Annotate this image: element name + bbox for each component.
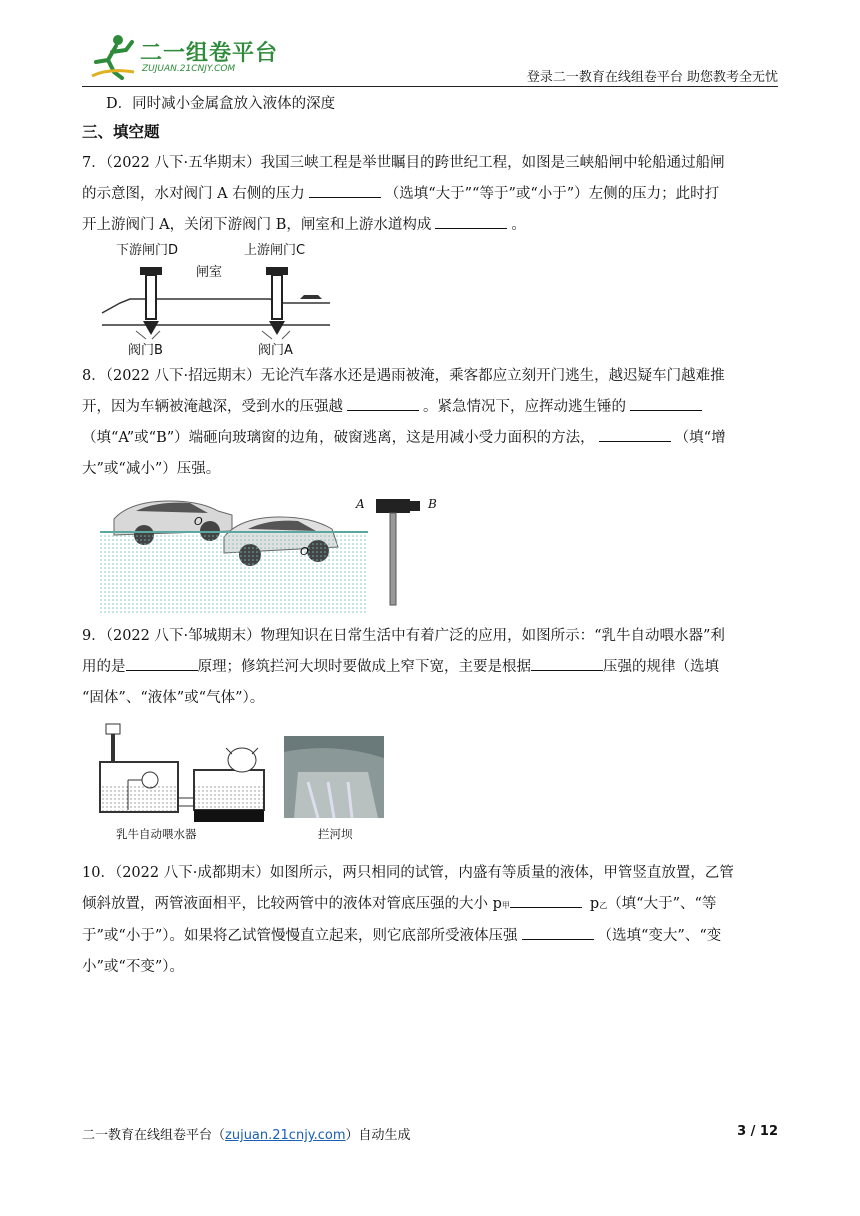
answer-blank[interactable] [347, 396, 419, 411]
label-chamber: 闸室 [196, 265, 223, 280]
answer-blank[interactable] [435, 214, 507, 229]
label-end-a: A [356, 497, 365, 511]
q8-line4: 大”或“减小”）压强。 [82, 461, 221, 477]
footer-text: 二一教育在线组卷平台（ [82, 1128, 226, 1143]
footer-link[interactable]: zujuan.21cnjy.com [225, 1128, 346, 1143]
q7-line1: 7．（2022 八下·五华期末）我国三峡工程是举世瞩目的跨世纪工程，如图是三峡船闸中轮船通过船闸 [82, 155, 725, 171]
q8-line1: 8．（2022 八下·招远期末）无论汽车落水还是遇雨被淹，乘客都应立刻开门逃生，越迟疑车门越难推 [82, 368, 725, 384]
q8-text: 开，因为车辆被淹越深，受到水的压强越 [82, 399, 343, 415]
car-hammer-figure [82, 491, 778, 619]
page-number: 3 / 12 [737, 1124, 778, 1139]
q8-line3 [82, 423, 778, 454]
q9-line3: “固体”、“液体”或“气体”）。 [82, 690, 265, 706]
header-tagline: 登录二一教育在线组卷平台 助您教考全无忧 [526, 70, 778, 85]
label-o1: O [194, 515, 203, 528]
q7-text: 。 [511, 217, 526, 233]
q10-line3 [82, 921, 778, 952]
prev-option-d: D．同时减小金属盒放入液体的深度 [106, 96, 336, 112]
logo-text: 二一组卷平台 [140, 41, 279, 66]
caption-dam: 拦河坝 [318, 827, 353, 841]
caption-cow-waterer: 乳牛自动喂水器 [116, 827, 197, 841]
answer-blank[interactable] [531, 656, 603, 671]
label-valve-a: 阀门A [258, 343, 293, 358]
q10-text: （选填“变大”、“变 [597, 928, 722, 944]
answer-blank[interactable] [599, 427, 671, 442]
q9-line1: 9．（2022 八下·邹城期末）物理知识在日常生活中有着广泛的应用，如图所示：“乳牛自动喂水器”利 [82, 628, 725, 644]
q7-line2 [82, 179, 778, 210]
q9-text: 压强的规律（选填 [603, 659, 719, 675]
q8-line2 [82, 392, 778, 423]
answer-blank[interactable] [126, 656, 198, 671]
q10-line1: 10．（2022 八下·成都期末）如图所示，两只相同的试管，内盛有等质量的液体，甲管竖直放置，乙管 [82, 865, 734, 881]
q10-line4: 小”或“不变”）。 [82, 959, 184, 975]
answer-blank[interactable] [522, 925, 594, 940]
section-title: 三、填空题 [82, 123, 160, 141]
cow-waterer-and-dam-picture [98, 722, 388, 822]
question-8 [82, 361, 778, 619]
submerged-cars-picture [100, 491, 460, 615]
q7-text: 的示意图，水对阀门 A 右侧的压力 [82, 186, 305, 202]
q9-line2 [82, 652, 778, 683]
q10-text: 于”或“小于”）。如果将乙试管慢慢直立起来，则它底部所受液体压强 [82, 928, 518, 944]
q9-text: 原理；修筑拦河大坝时要做成上窄下宽，主要是根据 [197, 659, 531, 675]
subscript: 甲 [501, 901, 510, 910]
label-valve-b: 阀门B [128, 343, 163, 358]
page-footer [82, 1124, 778, 1143]
q9-text: 用的是 [82, 659, 126, 675]
q7-text: （选填“大于”“等于”或“小于”）左侧的压力；此时打 [384, 186, 720, 202]
answer-blank[interactable] [510, 893, 582, 908]
runner-logo-icon [88, 32, 138, 80]
answer-blank[interactable] [630, 396, 702, 411]
label-end-b: B [428, 497, 437, 511]
logo-subtext: ZUJUAN.21CNJY.COM [142, 64, 236, 74]
q8-text: （填“增 [674, 430, 726, 446]
q10-text: p [589, 896, 600, 912]
label-gate-d: 下游闸门D [116, 243, 179, 258]
label-o2: O [300, 545, 309, 558]
answer-blank[interactable] [309, 183, 381, 198]
page-content [82, 92, 778, 983]
q7-line3 [82, 210, 778, 241]
header-divider [82, 86, 778, 87]
page-header [0, 0, 860, 90]
label-gate-c: 上游闸门C [244, 243, 306, 258]
q10-text: 倾斜放置，两管液面相平，比较两管中的液体对管底压强的大小 p [82, 896, 502, 912]
waterer-dam-figure [82, 722, 778, 846]
subscript: 乙 [599, 901, 608, 910]
q8-text: 。紧急情况下，应挥动逃生锤的 [423, 399, 626, 415]
question-9 [82, 621, 778, 846]
question-7 [82, 148, 778, 359]
q10-line2 [82, 889, 778, 921]
ship-lock-figure [82, 241, 778, 359]
q10-text: （填“大于”、“等 [607, 896, 717, 912]
q7-text: 开上游阀门 A，关闭下游阀门 B，闸室和上游水道构成 [82, 217, 432, 233]
q8-text: （填“A”或“B”）端砸向玻璃窗的边角，破窗逃离，这是用减小受力面积的方法， [82, 430, 595, 446]
site-logo[interactable] [88, 32, 288, 84]
footer-text: ）自动生成 [345, 1128, 411, 1143]
question-10 [82, 858, 778, 983]
